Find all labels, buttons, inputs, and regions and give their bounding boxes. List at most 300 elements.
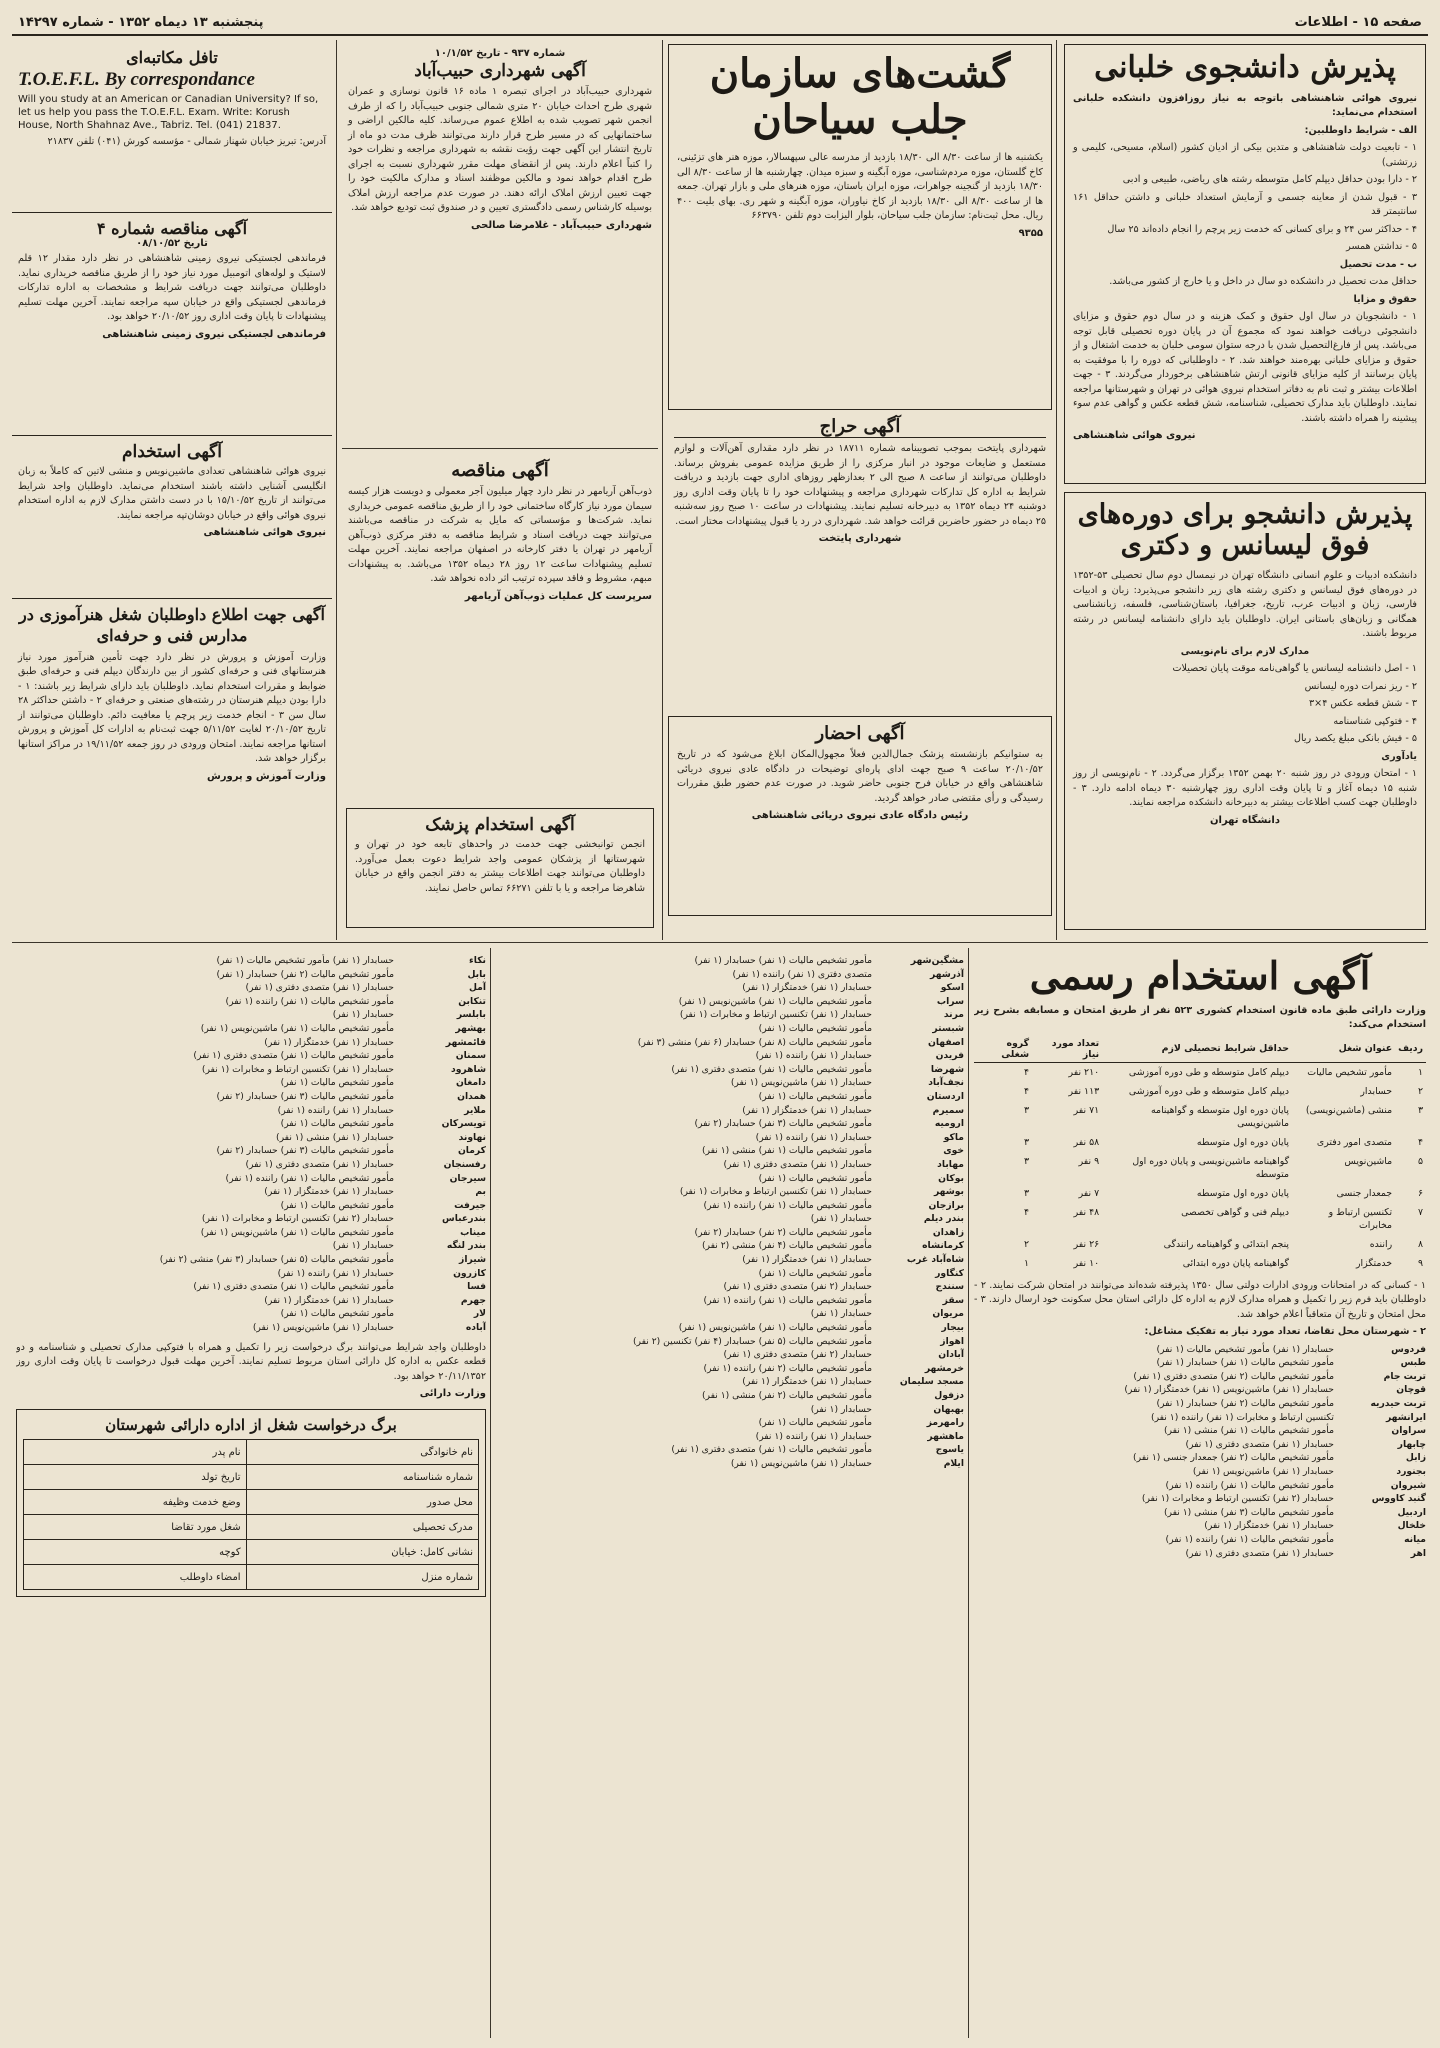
- city-positions: مأمور تشخیص مالیات (۳ نفر) حسابدار (۲ نفر): [694, 1118, 872, 1130]
- jobs-cell-title: ماشین‌نویس: [1344, 1155, 1393, 1167]
- city-row: [974, 1383, 1426, 1397]
- city-row: [16, 1022, 486, 1036]
- city-name: بم: [475, 1186, 486, 1198]
- toefl-ad-english-heading: T.O.E.F.L. By correspondance: [18, 69, 255, 90]
- city-name: زابل: [1405, 1452, 1426, 1464]
- city-name: سراوان: [1391, 1425, 1426, 1437]
- city-name: طبس: [1400, 1357, 1426, 1369]
- jobs-cell-edu: پایان دوره اول متوسطه: [1196, 1187, 1290, 1199]
- city-positions: حسابدار (۱ نفر) متصدی دفتری (۱ نفر): [1185, 1438, 1334, 1450]
- tender-ad-text: ذوب‌آهن آریامهر در نظر دارد چهار میلیون آجر معمولی و دویست هزار کیسه سیمان مورد نیاز کارگاه ساختمانی خود را از طریق مناقصه عمومی خریداری نماید. شرکت‌ها و مؤسساتی که مایل به شرکت در مناقصه می‌باشند می‌توانند جهت دریافت اسناد و شرایط مناقصه به دفتر مرکزی ذوب‌آهن آریامهر در تهران یا دفتر کارخانه در اصفهان مراجعه نمایند. آخرین مهلت تسلیم پیشنهادات ساعت ۱۲ روز ۲۸ دیماه ۱۳۵۲ می‌باشد. به پیشنهادات مبهم، مشروط و فاقد سپرده ترتیب اثر داده نخواهد شد.: [348, 486, 652, 584]
- city-name: سنندج: [935, 1281, 964, 1293]
- form-field-label[interactable]: محل صدور: [246, 1490, 478, 1515]
- pilot-ad-section-text: ۱ - دانشجویان در سال اول حقوق و کمک هزینه و در سال دوم حقوق و مزایای دانشجوئی دریافت خواهند نمود که مجموع آن در پایان دوره تحصیلی قابل توجه می‌باشد. پس از فارغ‌التحصیل شدن با درجه ستوان سومی خلبان به خدمت اشتغال و از حقوق و مزایای خلبانی بهره‌مند خواهند شد. ۲ - داوطلبانی که دوره را با موفقیت به پایان برسانند از کلیه مزایای قانونی ارتش شاهنشاهی برخوردار می‌گردند. ۳ - جهت اطلاعات بیشتر و ثبت نام به دفاتر استخدام نیروی هوائی در تهران و شهرستانها مراجعه نمایند. داوطلبان باید مدارک تحصیلی، شناسنامه، شش قطعه عکس و گواهی عدم سوء پیشینه را همراه داشته باشند.: [1073, 311, 1417, 424]
- jobs-cell-title: مأمور تشخیص مالیات: [1307, 1066, 1393, 1078]
- jobs-cell-edu: دیپلم فنی و گواهی تخصصی: [1181, 1206, 1290, 1218]
- city-row: [496, 1172, 964, 1186]
- column-header: ردیف: [1395, 1036, 1426, 1063]
- city-name: بندر لنگه: [446, 1240, 486, 1252]
- form-field-label[interactable]: شماره منزل: [246, 1565, 478, 1590]
- city-name: لار: [473, 1308, 486, 1320]
- city-name: تنکابن: [458, 995, 486, 1007]
- postgrad-ad-doc: ۲ - ریز نمرات دوره لیسانس: [1304, 680, 1417, 692]
- city-name: سراب: [936, 995, 964, 1007]
- pilot-ad-section-text: حداقل مدت تحصیل در دانشکده دو سال در داخل و یا خارج از کشور می‌باشد.: [1109, 276, 1417, 287]
- city-name: اردبیل: [1397, 1506, 1426, 1518]
- city-positions: حسابدار (۲ نفر) تکنسین ارتباط و مخابرات (۱ نفر): [201, 1213, 394, 1225]
- column-header: تعداد مورد نیاز: [1032, 1036, 1102, 1063]
- city-positions: حسابدار (۱ نفر) خدمتگزار (۱ نفر): [742, 982, 872, 994]
- employment-ad-signature: نیروی هوائی شاهنشاهی: [203, 527, 326, 538]
- city-positions: مأمور تشخیص مالیات (۱ نفر) حسابدار (۱ نفر): [1156, 1357, 1334, 1369]
- city-name: نهاوند: [458, 1131, 486, 1143]
- jobs-cell-title: متصدی امور دفتری: [1316, 1136, 1393, 1148]
- jobs-table-row: [974, 1184, 1426, 1203]
- city-name: خرمشهر: [924, 1362, 964, 1374]
- city-row: [496, 1348, 964, 1362]
- city-positions: مأمور تشخیص مالیات (۱ نفر): [758, 1090, 872, 1102]
- tender4-ad-signature: فرماندهی لجستیکی نیروی زمینی شاهنشاهی: [102, 328, 326, 340]
- jobs-cell-no: ۴: [1417, 1136, 1423, 1148]
- city-row: [974, 1438, 1426, 1452]
- city-name: مسجد سلیمان: [899, 1376, 964, 1388]
- city-name: شاه‌آباد غرب: [906, 1254, 964, 1266]
- jobs-cell-count: ۴۸ نفر: [1073, 1206, 1100, 1218]
- city-name: فریدن: [935, 1050, 964, 1062]
- city-name: کنگاور: [935, 1267, 964, 1279]
- form-row: [24, 1465, 479, 1490]
- city-row: [496, 1375, 964, 1389]
- form-field-label[interactable]: شماره شناسنامه: [246, 1465, 478, 1490]
- form-field-label[interactable]: نام پدر: [24, 1440, 247, 1465]
- jobs-cell-count: ۵۸ نفر: [1073, 1136, 1100, 1148]
- city-name: جیرفت: [454, 1199, 486, 1211]
- city-name: دزفول: [934, 1390, 964, 1401]
- city-positions: حسابدار (۱ نفر) خدمتگزار (۱ نفر): [264, 1186, 394, 1198]
- tours-ad-text: یکشنبه ها از ساعت ۸/۳۰ الی ۱۸/۳۰ بازدید از مدرسه عالی سپهسالار، موزه هنر های تزئینی، کاخ گلستان، موزه مردم‌شناسی، موزه آبگینه و سبزه میدان. چهارشنبه ها از ساعت ۸/۳۰ الی ۱۸/۳۰ بازدید از گنجینه جواهرات، موزه ایران باستان، موزه هنرهای ملی و بازار تهران. جمعه ها از ساعت ۸/۳۰ الی ۱۸/۳۰ بازدید از کاخ نیاوران، موزه آبگینه و شهر ری. بهای بلیت ۴۰۰ ریال. محل ثبت‌نام: سازمان جلب سیاحان، بلوار الیزابت دوم تلفن ۶۶۳۷۹۰: [677, 152, 1044, 221]
- city-positions: مأمور تشخیص مالیات (۱ نفر): [280, 1077, 394, 1089]
- pilot-ad-title: پذیرش دانشجوی خلبانی: [1094, 50, 1396, 85]
- official-cities-list: [974, 1343, 1426, 1561]
- city-name: خلخال: [1397, 1520, 1426, 1532]
- column-header: حداقل شرایط تحصیلی لازم: [1102, 1036, 1292, 1063]
- postgrad-ad-notes: ۱ - امتحان ورودی در روز شنبه ۲۰ بهمن ۱۳۵۲ برگزار می‌گردد. ۲ - نام‌نویسی از روز شنبه ۱۵ دیماه آغاز و تا پایان وقت اداری روز چهارشنبه ۳۰ دیماه ادامه دارد. ۳ - داوطلبان جهت کسب اطلاعات بیشتر به دبیرخانه دانشکده مراجعه نمایند.: [1073, 768, 1417, 809]
- city-positions: مأمور تشخیص مالیات (۳ نفر) حسابدار (۲ نفر): [216, 1145, 394, 1157]
- form-field-label[interactable]: وضع خدمت وظیفه: [24, 1490, 247, 1515]
- city-positions: مأمور تشخیص مالیات (۱ نفر): [758, 1172, 872, 1184]
- city-name: اهر: [1410, 1547, 1426, 1559]
- physician-ad: [346, 808, 654, 928]
- official-ad-notes: ۱ - کسانی که در امتحانات ورودی ادارات دولتی سال ۱۳۵۰ پذیرفته شده‌اند می‌توانند در امتحان شرکت نمایند. ۲ - داوطلبان باید فرم زیر را تکمیل و همراه مدارک لازم به اداره کل دارائی استان محل سکونت خود ارسال دارند. ۳ - محل امتحان و تاریخ آن متعاقباً اعلام خواهد شد.: [974, 1279, 1426, 1320]
- jobs-cell-no: ۱: [1417, 1066, 1423, 1078]
- summons-ad: [668, 716, 1052, 916]
- city-name: آذرشهر: [930, 968, 964, 980]
- city-positions: مأمور تشخیص مالیات (۱ نفر): [280, 1308, 394, 1320]
- city-positions: حسابدار (۱ نفر) خدمتگزار (۱ نفر): [1204, 1520, 1334, 1532]
- tender-ad: [342, 452, 658, 796]
- jobs-cell-no: ۶: [1417, 1187, 1423, 1199]
- postgrad-ad-doc: ۵ - فیش بانکی مبلغ یکصد ریال: [1293, 733, 1417, 745]
- city-positions: مأمور تشخیص مالیات (۱ نفر): [758, 1267, 872, 1279]
- city-name: آبادان: [938, 1349, 964, 1361]
- city-row: [496, 1199, 964, 1213]
- jobs-cell-grade: ۴: [1024, 1085, 1030, 1097]
- city-positions: حسابدار (۱ نفر): [810, 1308, 872, 1320]
- city-positions: مأمور تشخیص مالیات (۵ نفر) حسابدار (۴ نفر) تکنسین (۲ نفر): [632, 1335, 872, 1347]
- city-name: مرند: [943, 1009, 964, 1021]
- application-form-table: [23, 1439, 479, 1590]
- form-field-label[interactable]: تاریخ تولد: [24, 1465, 247, 1490]
- city-row: [496, 1321, 964, 1335]
- tours-ad-title: گشت‌های سازمان: [709, 50, 1011, 97]
- form-row: [24, 1565, 479, 1590]
- jobs-cell-grade: ۲: [1024, 1238, 1030, 1250]
- city-positions: حسابدار (۱ نفر) مأمور تشخیص مالیات (۱ نفر): [216, 955, 394, 966]
- running-header: [12, 10, 1428, 36]
- tender-ad-title: آگهی مناقصه: [451, 460, 549, 481]
- city-row: [16, 1199, 486, 1213]
- column-left: [12, 44, 332, 939]
- toefl-ad-address: آدرس: تبریز خیابان شهناز شمالی - مؤسسه کورش (۰۴۱) تلفن ۲۱۸۳۷: [47, 136, 326, 147]
- city-positions: حسابدار (۱ نفر): [332, 1240, 394, 1252]
- column-center-right: [668, 44, 1052, 939]
- city-row: [496, 1185, 964, 1199]
- pilot-ad-conditions-label: الف - شرایط داوطلبین:: [1304, 124, 1417, 136]
- city-row: [496, 1253, 964, 1267]
- city-positions: مأمور تشخیص مالیات (۱ نفر) متصدی دفتری (۱ نفر): [193, 1281, 394, 1293]
- city-row: [16, 1063, 486, 1077]
- city-name: بندر دیلم: [923, 1213, 964, 1225]
- city-row: [16, 1076, 486, 1090]
- jobs-table-row: [974, 1101, 1426, 1133]
- city-name: شیروان: [1390, 1479, 1426, 1491]
- city-name: بابلسر: [456, 1009, 486, 1021]
- pilot-ad-section-label: حقوق و مزایا: [1353, 293, 1417, 305]
- city-row: [16, 1172, 486, 1186]
- city-positions: مأمور تشخیص مالیات (۳ نفر) حسابدار (۲ نفر): [216, 1090, 394, 1102]
- city-name: شاهرود: [451, 1063, 486, 1075]
- city-positions: مأمور تشخیص مالیات (۲ نفر) متصدی دفتری (۱ نفر): [1133, 1370, 1334, 1382]
- city-row: [496, 1144, 964, 1158]
- jobs-table: [974, 1036, 1426, 1273]
- city-row: [16, 981, 486, 995]
- city-positions: حسابدار (۱ نفر) ماشین‌نویس (۱ نفر): [730, 1457, 872, 1469]
- city-row: [496, 1212, 964, 1226]
- auction-ad-signature: شهرداری پایتخت: [818, 533, 902, 544]
- city-positions: مأمور تشخیص مالیات (۲ نفر) حسابدار (۱ نفر): [216, 968, 394, 980]
- city-row: [16, 1008, 486, 1022]
- jobs-cell-title: حسابدار: [1360, 1085, 1393, 1097]
- postgrad-ad-doc: ۱ - اصل دانشنامه لیسانس یا گواهی‌نامه موقت پایان تحصیلات: [1172, 663, 1417, 675]
- city-name: مهاباد: [937, 1158, 964, 1170]
- jobs-cell-count: ۱۰ نفر: [1073, 1257, 1100, 1269]
- form-field-label[interactable]: مدرک تحصیلی: [246, 1515, 478, 1540]
- city-positions: حسابدار (۱ نفر) خدمتگزار (۱ نفر): [742, 1376, 872, 1388]
- city-positions: مأمور تشخیص مالیات (۱ نفر) ماشین‌نویس (۱ نفر): [200, 1022, 394, 1034]
- jobs-table-row: [974, 1152, 1426, 1184]
- municipality-ad-signature: شهرداری حبیب‌آباد - غلامرضا صالحی: [471, 219, 652, 231]
- city-name: بیجار: [941, 1322, 964, 1334]
- jobs-table-header: [974, 1036, 1426, 1063]
- city-name: میناب: [460, 1226, 486, 1238]
- city-positions: حسابدار (۱ نفر): [332, 1009, 394, 1021]
- toefl-ad-title: تافل مکاتبه‌ای: [126, 48, 218, 67]
- city-name: ماهشهر: [927, 1430, 964, 1442]
- city-row: [496, 1362, 964, 1376]
- jobs-cell-no: ۳: [1417, 1104, 1423, 1116]
- jobs-cell-edu: دیپلم کامل متوسطه و طی دوره آموزشی: [1128, 1066, 1290, 1078]
- municipality-ad: [342, 44, 658, 452]
- tender-ad-signature: سرپرست کل عملیات ذوب‌آهن آریامهر: [464, 590, 652, 602]
- vocational-ad-signature: وزارت آموزش و پرورش: [206, 770, 326, 782]
- city-name: سمیرم: [932, 1104, 964, 1116]
- city-name: تربت جام: [1383, 1370, 1426, 1382]
- postgrad-ad: [1064, 492, 1426, 930]
- auction-ad: [668, 410, 1052, 716]
- city-row: [16, 1131, 486, 1145]
- pilot-ad: [1064, 44, 1426, 484]
- city-name: مشگین‌شهر: [910, 955, 964, 966]
- city-positions: مأمور تشخیص مالیات (۱ نفر) راننده (۱ نفر): [225, 1172, 394, 1184]
- cities-label: ۲ - شهرستان محل تقاضا، تعداد مورد نیاز به تفکیک مشاغل:: [1144, 1326, 1426, 1338]
- city-row: [974, 1533, 1426, 1547]
- city-row: [496, 1307, 964, 1321]
- city-name: ایلام: [943, 1457, 964, 1469]
- city-row: [16, 1158, 486, 1172]
- official-employment-ad: [974, 950, 1426, 2038]
- city-name: میانه: [1404, 1534, 1426, 1545]
- city-positions: حسابدار (۱ نفر) متصدی دفتری (۱ نفر): [245, 982, 394, 994]
- column-center-left: [342, 44, 658, 939]
- city-row: [974, 1506, 1426, 1520]
- closing-signature: وزارت دارائی: [419, 1388, 486, 1400]
- city-positions: حسابدار (۱ نفر): [810, 1213, 872, 1225]
- city-positions: حسابدار (۲ نفر) متصدی دفتری (۱ نفر): [723, 1281, 872, 1293]
- vocational-ad-title: آگهی جهت اطلاع داوطلبان شغل هنرآموزی در مدارس فنی و حرفه‌ای: [19, 605, 325, 645]
- postgrad-ad-title: پذیرش دانشجو برای دوره‌های: [1077, 499, 1413, 530]
- city-positions: مأمور تشخیص مالیات (۱ نفر): [280, 1118, 394, 1130]
- postgrad-ad-doc: ۴ - فتوکپی شناسنامه: [1333, 715, 1417, 727]
- city-name: برازجان: [928, 1199, 964, 1211]
- pilot-ad-section-label: ب - مدت تحصیل: [1339, 258, 1417, 270]
- city-positions: مأمور تشخیص مالیات (۳ نفر) منشی (۱ نفر): [1163, 1506, 1334, 1518]
- city-name: سیرجان: [449, 1172, 486, 1184]
- jobs-cell-no: ۹: [1417, 1257, 1423, 1269]
- city-row: [974, 1370, 1426, 1384]
- jobs-cell-count: ۷ نفر: [1078, 1187, 1100, 1199]
- city-row: [496, 1022, 964, 1036]
- official-ad-title: آگهی استخدام رسمی: [1029, 953, 1371, 998]
- summons-ad-text: به ستوانیکم بازنشسته پزشک جمال‌الدین فعلاً مجهول‌المکان ابلاغ می‌شود که در تاریخ ۲۰/۱۰/۵۲ ساعت ۹ صبح جهت ادای پاره‌ای توضیحات در دادگاه عادی نیروی دریائی شاهنشاهی واقع در خیابان فرح جنوبی حاضر شوید. در صورت عدم حضور طبق مقررات رسیدگی و رأی مقتضی صادر خواهد گردید.: [677, 749, 1043, 804]
- pilot-ad-condition: ۱ - تابعیت دولت شاهنشاهی و متدین بیکی از ادیان کشور (اسلام، مسیحی، کلیمی و زرتشتی): [1073, 142, 1417, 168]
- city-list-mid: [496, 954, 964, 2034]
- jobs-cell-title: خدمتگزار: [1356, 1257, 1393, 1269]
- column-rule: [336, 40, 337, 940]
- city-name: فردوس: [1391, 1343, 1426, 1355]
- city-positions: حسابدار (۱ نفر) تکنسین ارتباط و مخابرات (۱ نفر): [201, 1063, 394, 1075]
- city-row: [496, 1063, 964, 1077]
- city-name: آمل: [468, 982, 486, 994]
- column-header: عنوان شغل: [1292, 1036, 1395, 1063]
- city-positions: حسابدار (۲ نفر) متصدی دفتری (۱ نفر): [723, 1349, 872, 1361]
- tender4-ad-date: تاریخ ۰۸/۱۰/۵۲: [136, 238, 208, 249]
- form-row: [24, 1540, 479, 1565]
- city-row: [974, 1479, 1426, 1493]
- jobs-cell-grade: ۳: [1024, 1155, 1030, 1167]
- jobs-cell-edu: پایان دوره اول متوسطه: [1196, 1136, 1290, 1148]
- city-positions: حسابدار (۱ نفر) ماشین‌نویس (۱ نفر) خدمتگزار (۱ نفر): [1124, 1384, 1334, 1396]
- city-name: آباده: [465, 1322, 486, 1334]
- city-row: [496, 1294, 964, 1308]
- city-row: [16, 1239, 486, 1253]
- tender4-ad-title: آگهی مناقصه شماره ۴: [96, 219, 248, 238]
- city-positions: حسابدار (۱ نفر) خدمتگزار (۱ نفر): [742, 1254, 872, 1266]
- form-row: [24, 1440, 479, 1465]
- city-row: [974, 1424, 1426, 1438]
- city-positions: حسابدار (۱ نفر) تکنسین ارتباط و مخابرات (۱ نفر): [679, 1186, 872, 1198]
- city-row: [16, 1144, 486, 1158]
- city-row: [496, 1335, 964, 1349]
- municipality-ad-title: آگهی شهرداری حبیب‌آباد: [414, 61, 586, 81]
- tours-ad: [668, 44, 1052, 410]
- city-positions: حسابدار (۱ نفر) مأمور تشخیص مالیات (۱ نفر): [1156, 1343, 1334, 1355]
- city-positions: حسابدار (۱ نفر) تکنسین ارتباط و مخابرات (۱ نفر): [679, 1009, 872, 1021]
- city-name: جهرم: [460, 1294, 486, 1306]
- city-positions: مأمور تشخیص مالیات (۱ نفر) منشی (۱ نفر): [1163, 1425, 1334, 1437]
- city-name: کازرون: [453, 1267, 486, 1279]
- form-field-label[interactable]: شغل مورد تقاضا: [24, 1515, 247, 1540]
- physician-ad-text: انجمن توانبخشی جهت خدمت در واحدهای تابعه خود در تهران و شهرستانها از پزشکان عمومی واجد شرایط دعوت بعمل می‌آورد. داوطلبان می‌توانند جهت اطلاعات بیشتر به دفتر انجمن واقع در خیابان شاهرضا مراجعه و یا با تلفن ۶۶۲۷۱ تماس حاصل نمایند.: [355, 839, 645, 894]
- city-row: [496, 981, 964, 995]
- jobs-table-row: [974, 1062, 1426, 1082]
- city-positions: حسابدار (۱ نفر) راننده (۱ نفر): [755, 1050, 872, 1062]
- city-name: ارومیه: [934, 1118, 964, 1130]
- city-positions: متصدی دفتری (۱ نفر) راننده (۱ نفر): [732, 968, 872, 980]
- jobs-cell-count: ۲۱۰ نفر: [1068, 1066, 1100, 1078]
- municipality-ad-text: شهرداری حبیب‌آباد در اجرای تبصره ۱ ماده ۱۶ قانون نوسازی و عمران شهری طرح احداث خیابان ۲۰ متری شمالی جنوبی حبیب‌آباد را که از طرف انجمن شهر تصویب شده به اطلاع عموم می‌رساند. کلیه مالکین اراضی و ساختمانهایی که در مسیر طرح قرار دارند می‌توانند ظرف مدت دو ماه از تاریخ انتشار این آگهی جهت رؤیت نقشه به شهرداری مراجعه و نظرات خود را کتباً اعلام دارند. پس از انقضای مهلت مقرر شهرداری نسبت به اجرای طرح اقدام خواهد نمود و مالکین موظفند اسناد و مدارک مالکیت خود را جهت تعیین ارزش املاک ارائه دهند. در صورت عدم مراجعه ارزش املاک بوسیله کارشناس رسمی دادگستری تعیین و در صندوق ثبت تودیع خواهد شد.: [348, 86, 652, 213]
- city-positions: مأمور تشخیص مالیات (۸ نفر) حسابدار (۶ نفر) منشی (۳ نفر): [637, 1036, 872, 1048]
- toefl-ad-english-text: Will you study at an American or Canadian University? If so, let us help you pass the T.O.E.F.L. Exam. Write: Korush House, North Shahnaz Ave., Tabriz. Tel. (041) 21837.: [18, 94, 319, 131]
- city-positions: حسابدار (۱ نفر) منشی (۱ نفر): [276, 1131, 394, 1143]
- city-name: تربت حیدریه: [1370, 1398, 1426, 1410]
- jobs-table-row: [974, 1254, 1426, 1273]
- city-row: [16, 1280, 486, 1294]
- city-positions: مأمور تشخیص مالیات (۱ نفر) راننده (۱ نفر): [703, 1294, 872, 1306]
- city-name: اصفهان: [928, 1036, 964, 1048]
- city-row: [496, 1416, 964, 1430]
- city-name: کرمانشاه: [922, 1240, 964, 1252]
- city-name: ملایر: [464, 1104, 486, 1116]
- city-positions: حسابدار (۱ نفر) ماشین‌نویس (۱ نفر): [252, 1322, 394, 1334]
- city-row: [974, 1356, 1426, 1370]
- city-name: مریوان: [932, 1308, 964, 1320]
- city-row: [16, 1307, 486, 1321]
- city-positions: حسابدار (۱ نفر) خدمتگزار (۱ نفر): [264, 1036, 394, 1048]
- city-positions: حسابدار (۱ نفر) متصدی دفتری (۱ نفر): [245, 1158, 394, 1170]
- column-rule: [662, 40, 663, 940]
- city-name: تویسرکان: [441, 1118, 486, 1130]
- city-positions: حسابدار (۲ نفر) تکنسین ارتباط و مخابرات (۱ نفر): [1141, 1493, 1334, 1505]
- city-name: دامغان: [455, 1077, 486, 1089]
- form-field-label[interactable]: نام خانوادگی: [246, 1440, 478, 1465]
- jobs-cell-edu: پنجم ابتدائی و گواهینامه رانندگی: [1163, 1238, 1290, 1250]
- city-row: [16, 1049, 486, 1063]
- city-name: فسا: [467, 1281, 486, 1293]
- city-positions: حسابدار (۱ نفر) خدمتگزار (۱ نفر): [264, 1294, 394, 1306]
- tender4-ad-text: فرماندهی لجستیکی نیروی زمینی شاهنشاهی در نظر دارد مقدار ۱۲ قلم لاستیک و لوله‌های اتومبیل مورد نیاز خود را از طریق مناقصه خریداری نماید. داوطلبان می‌توانند جهت دریافت شرایط و مشخصات به اداره تدارکات فرماندهی لجستیکی واقع در خیابان سپه مراجعه نمایند. آخرین مهلت تسلیم پیشنهادات تا پایان وقت اداری روز ۲۰/۱۰/۵۲ خواهد بود.: [18, 253, 327, 322]
- city-name: اسکو: [940, 982, 964, 994]
- summons-ad-signature: رئیس دادگاه عادی نیروی دریائی شاهنشاهی: [751, 810, 969, 821]
- city-positions: حسابدار (۱ نفر) ماشین‌نویس (۱ نفر): [1192, 1466, 1334, 1478]
- jobs-cell-grade: ۴: [1024, 1066, 1030, 1078]
- city-name: رامهرمز: [926, 1417, 964, 1429]
- form-field-label[interactable]: امضاء داوطلب: [24, 1565, 247, 1590]
- form-field-label[interactable]: نشانی کامل: خیابان: [246, 1540, 478, 1565]
- jobs-table-row: [974, 1235, 1426, 1254]
- postgrad-ad-docs-label: مدارک لازم برای نام‌نویسی: [1180, 645, 1310, 657]
- city-name: کرمان: [457, 1145, 486, 1157]
- jobs-cell-no: ۲: [1417, 1085, 1423, 1097]
- city-name: نجف‌آباد: [928, 1077, 964, 1089]
- city-row: [16, 968, 486, 982]
- auction-ad-title: آگهی حراج: [674, 416, 1046, 438]
- employment-ad-text: نیروی هوائی شاهنشاهی تعدادی ماشین‌نویس و منشی لاتین که کاملاً به زبان انگلیسی آشنایی داشته باشند استخدام می‌نماید. داوطلبان واجد شرایط می‌توانند از تاریخ ۱۵/۱۰/۵۲ با در دست داشتن مدارک لازم به اداره استخدام نیروی هوائی واقع در خیابان دوشان‌تپه مراجعه نمایند.: [18, 466, 326, 521]
- city-name: چابهار: [1397, 1438, 1426, 1450]
- city-row: [974, 1465, 1426, 1479]
- city-name: همدان: [457, 1090, 486, 1102]
- jobs-table-row: [974, 1133, 1426, 1152]
- city-positions: حسابدار (۱ نفر) متصدی دفتری (۱ نفر): [723, 1158, 872, 1170]
- jobs-cell-edu: پایان دوره اول متوسطه و گواهینامه ماشین‌نویسی: [1151, 1104, 1290, 1129]
- jobs-table-row: [974, 1203, 1426, 1235]
- jobs-cell-grade: ۳: [1024, 1187, 1030, 1199]
- city-row: [974, 1451, 1426, 1465]
- city-name: بجنورد: [1396, 1466, 1426, 1478]
- jobs-cell-edu: گواهینامه ماشین‌نویسی و پایان دوره اول متوسطه: [1132, 1155, 1290, 1180]
- jobs-cell-grade: ۱: [1024, 1257, 1030, 1269]
- city-row: [496, 968, 964, 982]
- city-positions: مأمور تشخیص مالیات (۱ نفر) متصدی دفتری (۱ نفر): [193, 1050, 394, 1062]
- section-rule: [12, 942, 1428, 943]
- jobs-cell-no: ۷: [1417, 1206, 1423, 1218]
- employment-ad-title: آگهی استخدام: [122, 442, 222, 462]
- postgrad-ad-subtitle: فوق لیسانس و دکتری: [1120, 530, 1370, 562]
- city-row: [496, 1117, 964, 1131]
- application-form: [16, 1409, 486, 1597]
- city-positions: مأمور تشخیص مالیات (۱ نفر) راننده (۱ نفر): [225, 995, 394, 1007]
- pilot-ad-intro: نیروی هوائی شاهنشاهی باتوجه به نیاز روزافزون دانشکده خلبانی استخدام می‌نماید:: [1073, 92, 1417, 118]
- city-name: بهبهان: [933, 1403, 964, 1415]
- jobs-cell-count: ۷۱ نفر: [1073, 1104, 1100, 1116]
- city-positions: مأمور تشخیص مالیات (۱ نفر): [758, 1022, 872, 1034]
- summons-ad-title: آگهی احضار: [815, 723, 905, 744]
- city-positions: مأمور تشخیص مالیات (۱ نفر) متصدی دفتری (۱ نفر): [671, 1444, 872, 1456]
- jobs-cell-count: ۲۶ نفر: [1073, 1238, 1100, 1250]
- jobs-cell-no: ۵: [1417, 1155, 1423, 1167]
- city-row: [16, 1090, 486, 1104]
- city-positions: مأمور تشخیص مالیات (۱ نفر): [280, 1199, 394, 1211]
- form-row: [24, 1515, 479, 1540]
- form-field-label[interactable]: کوچه: [24, 1540, 247, 1565]
- ad-divider: [342, 448, 658, 449]
- city-name: گنبد کاووس: [1371, 1493, 1426, 1505]
- city-positions: حسابدار (۱ نفر) خدمتگزار (۱ نفر): [742, 1104, 872, 1116]
- auction-ad-text: شهرداری پایتخت بموجب تصویبنامه شماره ۱۸۷۱۱ در نظر دارد مقداری آهن‌آلات و لوازم مستعمل و ضایعات موجود در انبار مرکزی را از طریق مزایده عمومی بفروش برساند. داوطلبان می‌توانند از ساعت ۸ صبح الی ۲ بعدازظهر روزهای اداری جهت بازدید و دریافت شرایط به اداره کل تدارکات شهرداری مراجعه و پیشنهادات خود را تا پایان وقت اداری روز دوشنبه ۲۴ دیماه ۱۳۵۲ به دبیرخانه تسلیم نمایند. پیشنهادات در ساعت ۱۰ صبح روز سه‌شنبه ۲۵ دیماه در حضور حاضرین قرائت خواهد شد. شهرداری در رد یا قبول پیشنهادات مختار است.: [674, 443, 1047, 527]
- city-positions: حسابدار (۱ نفر) راننده (۱ نفر): [277, 1104, 394, 1116]
- postgrad-ad-notes-label: یادآوری: [1381, 750, 1417, 762]
- city-positions: تکنسین ارتباط و مخابرات (۱ نفر) راننده (۱ نفر): [1151, 1411, 1334, 1423]
- column-rule: [1056, 40, 1057, 940]
